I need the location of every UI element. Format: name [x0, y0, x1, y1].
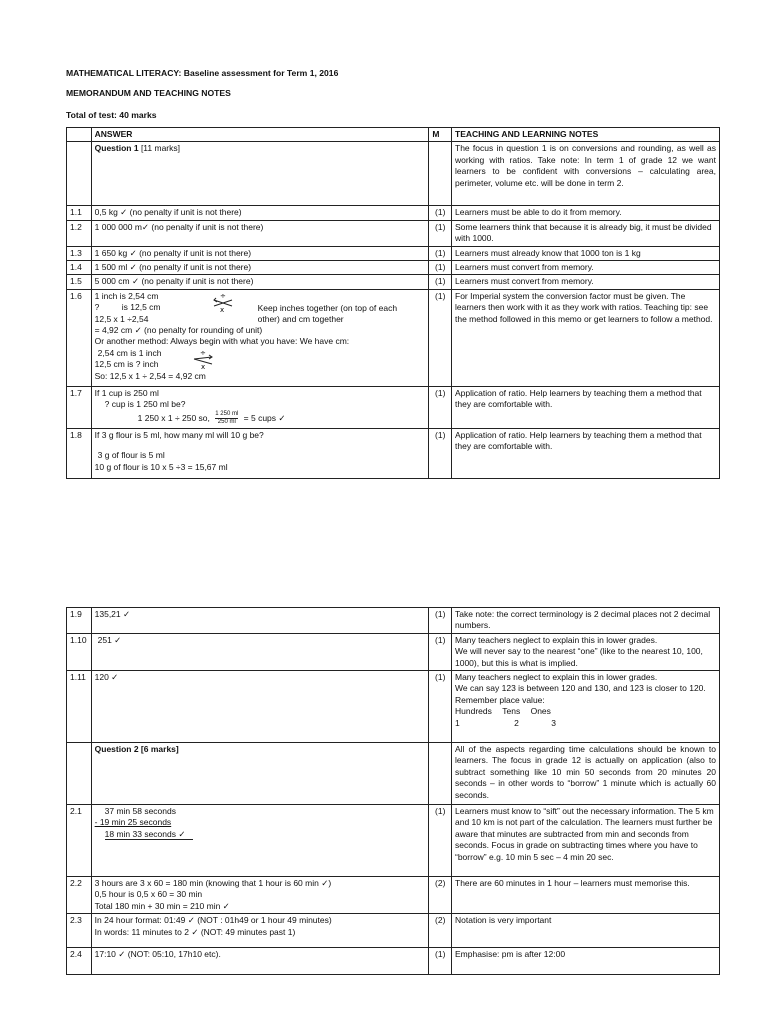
table-row	[67, 671, 720, 743]
row-marks: (1)	[429, 261, 452, 275]
answer-line: 3 hours are 3 x 60 = 180 min (knowing that 1 hour is 60 min ✓)	[94, 878, 332, 889]
pv-hundreds: Hundreds	[455, 706, 492, 717]
row-marks	[429, 743, 452, 805]
pv-digit-1: 1	[455, 717, 460, 728]
svg-text:x: x	[219, 305, 224, 312]
row-notes: Learners must be able to do it from memory.	[452, 206, 720, 220]
place-value-digits	[455, 718, 716, 729]
row-answer: 0,5 kg ✓ (no penalty if unit is not there)	[91, 206, 429, 220]
table-row	[67, 914, 720, 948]
answer-line: 12,5 cm is ? inch	[94, 359, 159, 370]
fraction-denominator: 250 ml	[215, 418, 238, 426]
row-marks: (1)	[429, 246, 452, 260]
notes-line: We can say 123 is between 120 and 130, and 123 is closer to 120. Remember place value:	[455, 683, 706, 705]
question-1-title: Question 1	[94, 143, 139, 154]
table-row	[67, 289, 720, 386]
fraction-numerator: 1 250 ml	[215, 410, 239, 417]
row-num: 2.4	[67, 948, 92, 975]
memo-table-1	[66, 127, 720, 479]
row-notes: Learners must convert from memory.	[452, 275, 720, 289]
row-notes: The focus in question 1 is on conversions and rounding, as well as working with ratios. Take note: In term 1 of grade 12 we want learners to be confident with conversions – calculating area, perimeter, volume etc. will be done in term 2.	[452, 142, 720, 206]
spacer	[95, 441, 426, 450]
svg-text:÷: ÷	[219, 291, 226, 300]
header-cell-num	[67, 128, 92, 142]
row-num	[67, 743, 92, 805]
answer-text: 1 250 x 1 ÷ 250 so,	[137, 412, 210, 423]
answer-line: = 4,92 cm ✓ (no penalty for rounding of unit)	[94, 325, 263, 336]
table-row	[67, 220, 720, 246]
header-cell-marks: M	[429, 128, 452, 142]
row-notes: Learners must already know that 1000 ton is 1 kg	[452, 246, 720, 260]
row-num: 1.7	[67, 386, 92, 428]
table-header-row	[67, 128, 720, 142]
row-num: 1.11	[67, 671, 92, 743]
answer-line: So: 12,5 x 1 ÷ 2,54 = 4,92 cm	[94, 370, 206, 381]
table-row	[67, 206, 720, 220]
row-marks: (1)	[429, 428, 452, 478]
pv-tens: Tens	[502, 706, 521, 717]
answer-text: 18 min 33 seconds ✓	[105, 829, 194, 840]
row-notes: Notation is very important	[452, 914, 720, 948]
row-notes	[452, 633, 720, 670]
cross-multiply-arrow-icon	[192, 349, 216, 369]
row-marks: (1)	[429, 289, 452, 386]
row-answer: 1 650 kg ✓ (no penalty if unit is not there)	[91, 246, 429, 260]
document-subtitle: MEMORANDUM AND TEACHING NOTES	[66, 88, 231, 98]
row-num	[67, 142, 92, 206]
row-num: 2.1	[67, 805, 92, 877]
answer-line	[95, 411, 426, 426]
row-notes: Emphasise: pm is after 12:00	[452, 948, 720, 975]
question-1-marks: [11 marks]	[138, 143, 180, 154]
row-notes: For Imperial system the conversion factor must be given. The learners then work with it as they work with ratios. Teaching tip: see the method followed in this memo or get learners to follow a method.	[452, 289, 720, 386]
row-answer	[91, 289, 429, 386]
answer-line: ? cup is 1 250 ml be?	[104, 399, 186, 410]
row-notes: Learners must know to “sift” out the necessary information. The 5 km and 10 km is not part of the calculation. The learners must further be aware that minutes are subtracted from min and seconds from seconds. Focus in grade on subtracting times where you have to “borrow” e.g. 10 min 5 sec – 4 min 20 sec.	[452, 805, 720, 877]
table-row	[67, 428, 720, 478]
notes-line: Many teachers neglect to explain this in lower grades.	[455, 634, 658, 645]
answer-line: 10 g of flour is 10 x 5 ÷3 = 15,67 ml	[94, 461, 228, 472]
notes-line: We will never say to the nearest “one” (like to the nearest 10, 100, 1000), but this is what is implied.	[455, 646, 703, 668]
table-row	[67, 246, 720, 260]
answer-line: In words: 11 minutes to 2 ✓ (NOT: 49 minutes past 1)	[94, 926, 296, 937]
row-marks: (1)	[429, 805, 452, 877]
row-notes: Take note: the correct terminology is 2 decimal places not 2 decimal numbers.	[452, 608, 720, 634]
memo-table-2	[66, 607, 720, 975]
answer-line: 1 inch is 2,54 cm	[94, 290, 159, 301]
fraction	[215, 411, 238, 426]
svg-text:x: x	[200, 362, 205, 369]
row-notes: Some learners think that because it is already big, it must be divided with 1000.	[452, 220, 720, 246]
document-title: MATHEMATICAL LITERACY: Baseline assessment for Term 1, 2016	[66, 68, 339, 78]
row-notes: There are 60 minutes in 1 hour – learners must memorise this.	[452, 877, 720, 914]
row-answer	[91, 877, 429, 914]
svg-text:÷: ÷	[199, 348, 206, 357]
row-marks	[429, 142, 452, 206]
answer-text: ?	[94, 302, 100, 313]
answer-text: is 12,5 cm	[121, 302, 161, 313]
answer-line: 37 min 58 seconds	[104, 806, 176, 817]
answer-line: 12,5 x 1 ÷2,54	[94, 313, 149, 324]
row-answer: 5 000 cm ✓ (no penalty if unit is not there)	[91, 275, 429, 289]
row-answer: 251 ✓	[91, 633, 429, 670]
row-marks: (1)	[429, 275, 452, 289]
pv-digit-3: 3	[551, 717, 556, 728]
cross-multiply-arrow-icon	[212, 292, 236, 312]
row-answer: 17:10 ✓ (NOT: 05:10, 17h10 etc).	[91, 948, 429, 975]
row-marks: (1)	[429, 948, 452, 975]
answer-line: Or another method: Always begin with what you have: We have cm:	[94, 336, 350, 347]
answer-text: other) and cm together	[257, 314, 344, 325]
answer-line: 0,5 hour is 0,5 x 60 = 30 min	[94, 889, 203, 900]
row-answer	[91, 386, 429, 428]
row-marks: (1)	[429, 220, 452, 246]
row-answer	[91, 428, 429, 478]
row-marks: (2)	[429, 877, 452, 914]
answer-line: - 19 min 25 seconds	[94, 817, 172, 828]
question-2-title: Question 2 [6 marks]	[91, 743, 429, 805]
row-answer: 120 ✓	[91, 671, 429, 743]
answer-line: Total 180 min + 30 min = 210 min ✓	[94, 900, 230, 911]
row-answer: 1 500 ml ✓ (no penalty if unit is not there)	[91, 261, 429, 275]
row-marks: (2)	[429, 914, 452, 948]
keep-together-note	[258, 303, 428, 326]
row-num: 1.6	[67, 289, 92, 386]
table-row	[67, 948, 720, 975]
row-marks: (1)	[429, 206, 452, 220]
row-num: 2.3	[67, 914, 92, 948]
table-row	[67, 386, 720, 428]
table-row	[67, 877, 720, 914]
notes-line: Many teachers neglect to explain this in lower grades.	[455, 672, 658, 683]
row-num: 1.3	[67, 246, 92, 260]
table-row	[67, 275, 720, 289]
answer-line: If 1 cup is 250 ml	[94, 387, 159, 398]
row-num: 1.2	[67, 220, 92, 246]
answer-line	[95, 829, 426, 840]
row-notes: Learners must convert from memory.	[452, 261, 720, 275]
table-row	[67, 805, 720, 877]
row-num: 1.8	[67, 428, 92, 478]
row-marks: (1)	[429, 608, 452, 634]
row-marks: (1)	[429, 386, 452, 428]
row-answer	[91, 805, 429, 877]
row-notes	[452, 671, 720, 743]
place-value-headings	[455, 706, 716, 717]
header-cell-notes: TEACHING AND LEARNING NOTES	[452, 128, 720, 142]
answer-text: = 5 cups ✓	[243, 412, 286, 423]
table-row	[67, 608, 720, 634]
row-answer: 1 000 000 m✓ (no penalty if unit is not there)	[91, 220, 429, 246]
header-cell-answer: ANSWER	[91, 128, 429, 142]
row-num: 1.10	[67, 633, 92, 670]
row-notes: Application of ratio. Help learners by teaching them a method that they are comfortable with.	[452, 428, 720, 478]
answer-line: 3 g of flour is 5 ml	[97, 450, 165, 461]
answer-line: 2,54 cm is 1 inch	[97, 347, 162, 358]
pv-ones: Ones	[530, 706, 551, 717]
row-num: 1.4	[67, 261, 92, 275]
row-num: 2.2	[67, 877, 92, 914]
pv-digit-2: 2	[514, 717, 519, 728]
question-heading	[91, 142, 429, 206]
row-marks: (1)	[429, 671, 452, 743]
row-answer: 135,21 ✓	[91, 608, 429, 634]
row-marks: (1)	[429, 633, 452, 670]
table-row	[67, 633, 720, 670]
row-num: 1.1	[67, 206, 92, 220]
answer-line: In 24 hour format: 01:49 ✓ (NOT : 01h49 or 1 hour 49 minutes)	[94, 915, 332, 926]
row-notes: Application of ratio. Help learners by teaching them a method that they are comfortable with.	[452, 386, 720, 428]
total-marks: Total of test: 40 marks	[66, 110, 157, 120]
answer-text: Keep inches together (on top of each	[257, 302, 398, 313]
table-row	[67, 261, 720, 275]
row-notes: All of the aspects regarding time calculations should be known to learners. The focus in grade 12 is actually on application (also to subtract something like 10 min 50 seconds from 20 minutes 20 seconds – in other words to “borrow” 1 minute which is actually 60 seconds.	[452, 743, 720, 805]
answer-line: If 3 g flour is 5 ml, how many ml will 10 g be?	[94, 429, 264, 440]
table-row	[67, 743, 720, 805]
table-row	[67, 142, 720, 206]
row-answer	[91, 914, 429, 948]
row-num: 1.9	[67, 608, 92, 634]
row-num: 1.5	[67, 275, 92, 289]
